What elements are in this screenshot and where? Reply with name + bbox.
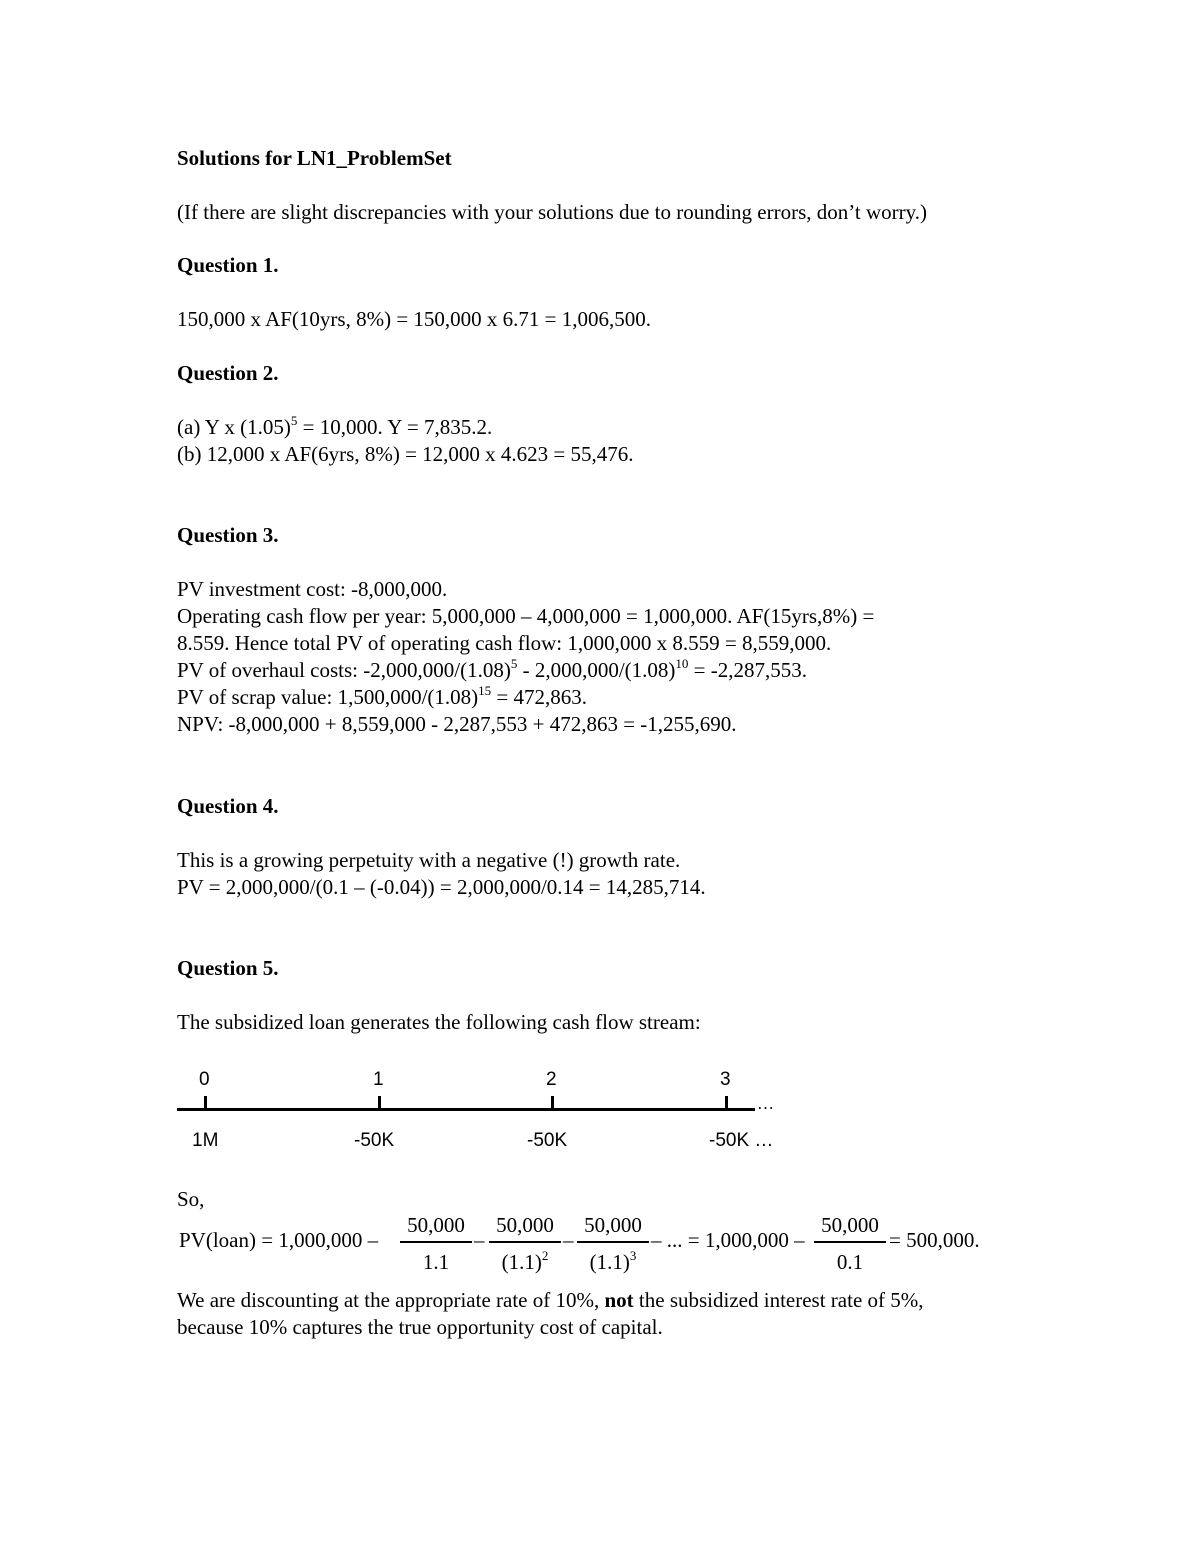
fraction-2-denominator-base: (1.1): [501, 1250, 542, 1274]
q3-total-pv-operating: 8.559. Hence total PV of operating cash flow: 1,000,000 x 8.559 = 8,559,000.: [177, 631, 832, 655]
q3-scrap-result: = 472,863.: [491, 685, 587, 709]
q5-closing-emphasis: not: [604, 1288, 634, 1312]
formula-result: = 500,000.: [889, 1228, 980, 1252]
q5-closing-text-a: We are discounting at the appropriate rate of 10%,: [177, 1288, 605, 1312]
fraction-1-denominator: 1.1: [422, 1250, 450, 1274]
q3-npv: NPV: -8,000,000 + 8,559,000 - 2,287,553 + 472,863 = -1,255,690.: [177, 712, 737, 736]
question-1-answer: 150,000 x AF(10yrs, 8%) = 150,000 x 6.71 = 1,006,500.: [177, 307, 652, 331]
fraction-3-denominator: [577, 1250, 649, 1275]
q3-scrap-text: PV of scrap value: 1,500,000/(1.08): [177, 685, 479, 709]
formula-minus-1: –: [474, 1228, 485, 1252]
q4-pv: PV = 2,000,000/(0.1 – (-0.04)) = 2,000,000/0.14 = 14,285,714.: [177, 875, 706, 899]
timeline-period-0: 0: [199, 1069, 210, 1090]
q3-scrap-value: [177, 684, 587, 710]
q3-investment-cost: PV investment cost: -8,000,000.: [177, 577, 448, 601]
q3-scrap-exp: 15: [478, 683, 492, 698]
question-3-heading: Question 3.: [177, 523, 279, 547]
timeline-flow-3: -50K …: [709, 1130, 774, 1151]
fraction-2-numerator: 50,000: [496, 1213, 554, 1237]
fraction-4-numerator: 50,000: [821, 1213, 879, 1237]
timeline-axis-continuation: …: [757, 1094, 774, 1113]
q5-closing-line-2: because 10% captures the true opportunity cost of capital.: [177, 1315, 663, 1339]
fraction-2-denominator: [489, 1250, 561, 1275]
question-4-heading: Question 4.: [177, 794, 279, 818]
fraction-2-bar: [489, 1241, 561, 1243]
q5-intro: The subsidized loan generates the following cash flow stream:: [177, 1010, 701, 1034]
rounding-note: (If there are slight discrepancies with your solutions due to rounding errors, don’t worry.): [177, 200, 927, 224]
formula-middle: – ... = 1,000,000 –: [651, 1228, 805, 1252]
timeline-flow-2: -50K: [527, 1130, 568, 1151]
q4-description: This is a growing perpetuity with a negative (!) growth rate.: [177, 848, 681, 872]
question-5-heading: Question 5.: [177, 956, 279, 980]
fraction-3-denominator-exp: 3: [629, 1248, 637, 1263]
timeline-period-3: 3: [720, 1069, 731, 1090]
fraction-3-numerator: 50,000: [584, 1213, 642, 1237]
fraction-4-bar: [814, 1241, 886, 1243]
timeline-period-2: 2: [546, 1069, 557, 1090]
timeline-flow-0: 1M: [192, 1130, 219, 1151]
timeline-period-1: 1: [373, 1069, 384, 1090]
q2a-text: (a) Y x (1.05): [177, 415, 291, 439]
q3-overhaul-exp-2: 10: [675, 656, 689, 671]
fraction-1-numerator: 50,000: [407, 1213, 465, 1237]
fraction-2-denominator-exp: 2: [541, 1248, 549, 1263]
timeline-flow-1: -50K: [354, 1130, 395, 1151]
q3-overhaul-result: = -2,287,553.: [688, 658, 807, 682]
q2a-result: = 10,000. Y = 7,835.2.: [297, 415, 493, 439]
q5-closing-text-b: the subsidized interest rate of 5%,: [633, 1288, 924, 1312]
formula-lhs: PV(loan) = 1,000,000 –: [179, 1228, 379, 1252]
question-1-heading: Question 1.: [177, 253, 279, 277]
q3-overhaul-text-1: PV of overhaul costs: -2,000,000/(1.08): [177, 658, 511, 682]
timeline-axis: [177, 1108, 755, 1111]
q3-operating-cash-flow: Operating cash flow per year: 5,000,000 – 4,000,000 = 1,000,000. AF(15yrs,8%) =: [177, 604, 875, 628]
q5-so: So,: [177, 1187, 205, 1211]
fraction-1-bar: [400, 1241, 472, 1243]
fraction-4-denominator: 0.1: [836, 1250, 864, 1274]
q5-closing-line-1: [177, 1287, 924, 1313]
q2a-exponent: 5: [290, 413, 298, 428]
question-2-answer-b: (b) 12,000 x AF(6yrs, 8%) = 12,000 x 4.623 = 55,476.: [177, 442, 634, 466]
formula-minus-2: –: [563, 1228, 574, 1252]
q3-overhaul-text-2: - 2,000,000/(1.08): [517, 658, 676, 682]
fraction-3-bar: [577, 1241, 649, 1243]
question-2-answer-a: [177, 414, 492, 440]
q3-overhaul-costs: [177, 657, 807, 683]
document-title: Solutions for LN1_ProblemSet: [177, 146, 452, 170]
q3-overhaul-exp-1: 5: [510, 656, 518, 671]
question-2-heading: Question 2.: [177, 361, 279, 385]
fraction-3-denominator-base: (1.1): [589, 1250, 630, 1274]
